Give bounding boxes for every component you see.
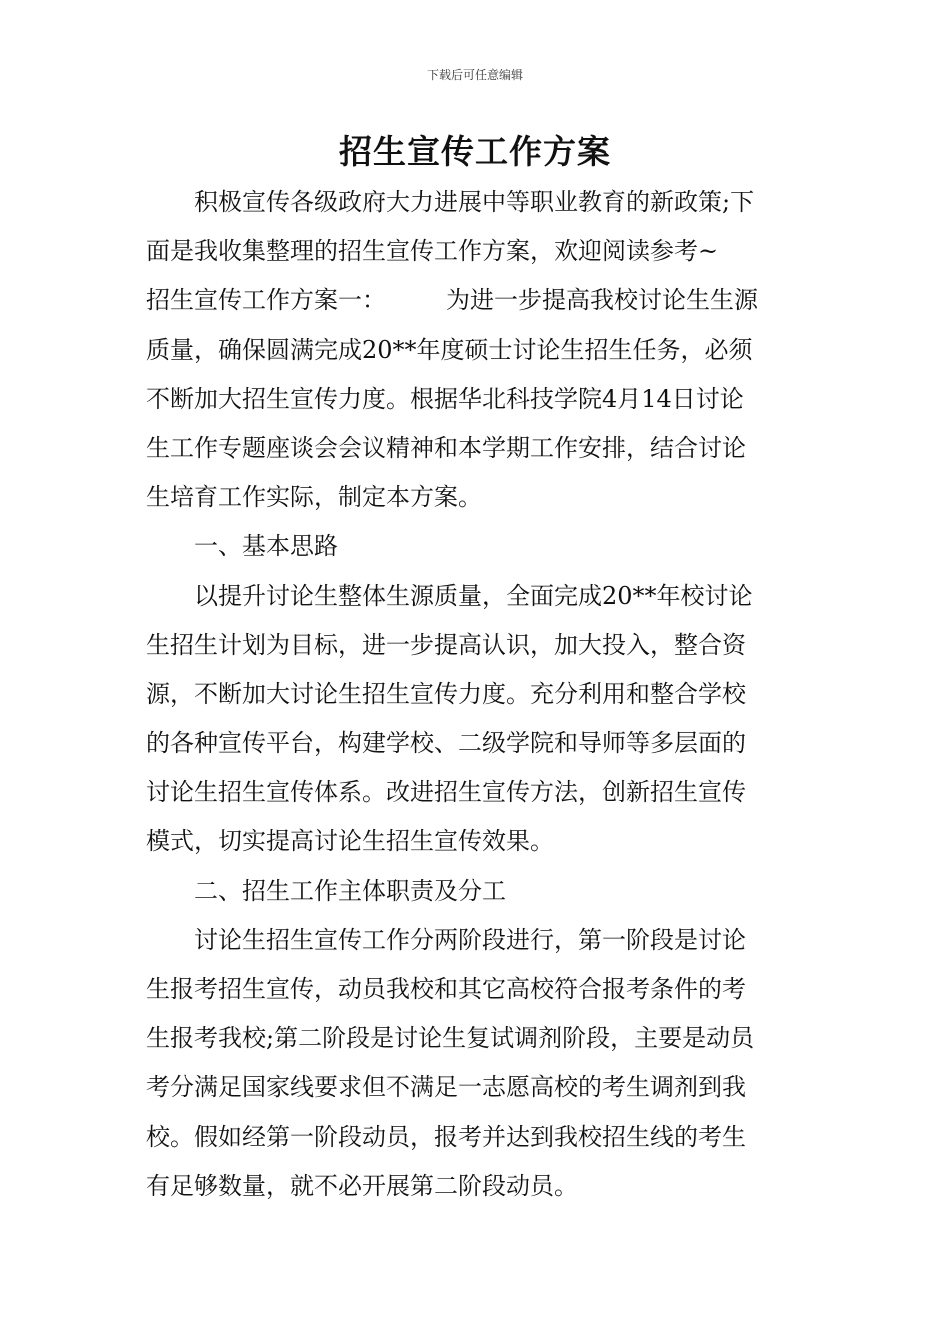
text-line: 的各种宣传平台，构建学校、二级学院和导师等多层面的 [146, 729, 746, 758]
text-line: 模式，切实提高讨论生招生宣传效果。 [146, 827, 554, 856]
text-line: 生招生计划为目标，进一步提高认识，加大投入，整合资 [146, 630, 746, 659]
text-line: 生工作专题座谈会会议精神和本学期工作安排，结合讨论 [146, 433, 746, 462]
text-line: 面是我收集整理的招生宣传工作方案，欢迎阅读参考~ [146, 237, 719, 266]
text-line: 以提升讨论生整体生源质量，全面完成20**年校讨论 [146, 581, 753, 610]
text-line: 生报考我校;第二阶段是讨论生复试调剂阶段，主要是动员 [146, 1024, 755, 1053]
text-line: 源，不断加大讨论生招生宣传力度。充分利用和整合学校 [146, 679, 746, 708]
section-heading: 一、基本思路 [146, 532, 338, 561]
text-line: 有足够数量，就不必开展第二阶段动员。 [146, 1171, 578, 1200]
body-text [146, 178, 806, 1211]
text-line: 质量，确保圆满完成20**年度硕士讨论生招生任务，必须 [146, 335, 753, 364]
document-title: 招生宣传工作方案 [339, 132, 611, 171]
text-line: 校。假如经第一阶段动员，报考并达到我校招生线的考生 [146, 1122, 746, 1151]
text-line: 积极宣传各级政府大力进展中等职业教育的新政策;下 [146, 188, 755, 216]
text-line: 生培育工作实际，制定本方案。 [146, 483, 482, 512]
section-heading: 二、招生工作主体职责及分工 [146, 876, 506, 905]
text-line: 讨论生招生宣传体系。改进招生宣传方法，创新招生宣传 [146, 778, 746, 807]
text-line: 招生宣传工作方案一： 为进一步提高我校讨论生生源 [146, 286, 758, 315]
text-line: 生报考招生宣传，动员我校和其它高校符合报考条件的考 [146, 975, 746, 1003]
header-note: 下载后可任意编辑 [426, 68, 523, 82]
text-line: 不断加大招生宣传力度。根据华北科技学院4月14日讨论 [146, 384, 744, 413]
text-line: 讨论生招生宣传工作分两阶段进行，第一阶段是讨论 [146, 925, 746, 954]
text-line: 考分满足国家线要求但不满足一志愿高校的考生调剂到我 [146, 1073, 746, 1102]
